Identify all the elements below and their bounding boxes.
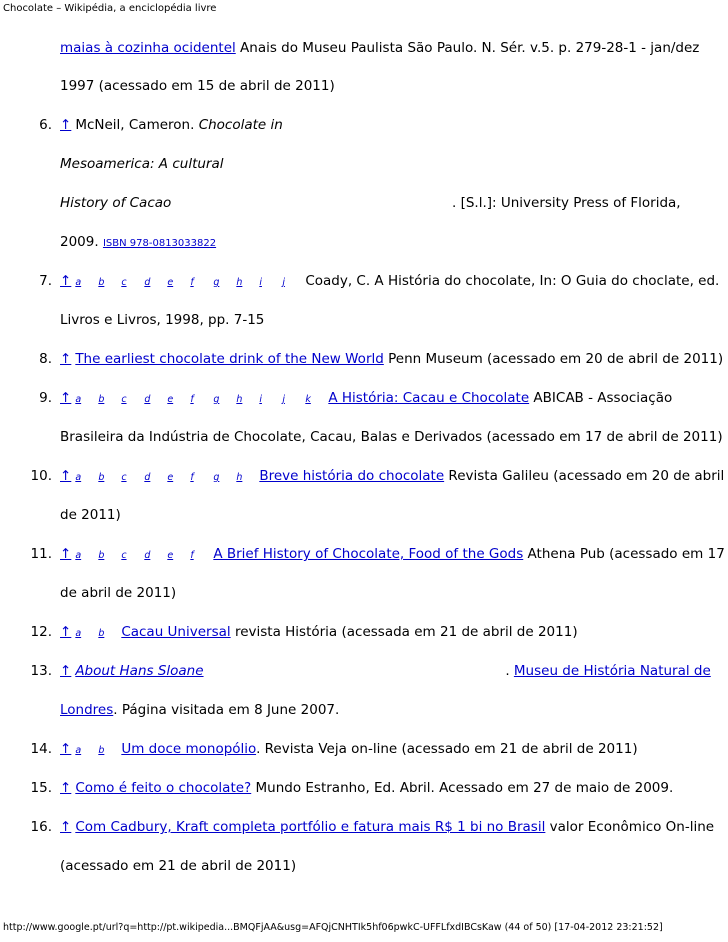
ref-10-text: Revista Galileu (acessado em 20 de abril [444, 468, 725, 484]
ref-8-text: Penn Museum (acessado em 20 de abril de 2011) [383, 351, 724, 367]
ref-8-backlink[interactable]: ↑ [60, 351, 72, 367]
ref-12-backlinks [75, 624, 121, 640]
backlink-letter[interactable]: d [144, 550, 151, 561]
backlink-letter[interactable]: a [75, 745, 82, 756]
ref-15-text: Mundo Estranho, Ed. Abril. Acessado em 27 de maio de 2009. [251, 780, 674, 796]
page-header-title: Chocolate – Wikipédia, a enciclopédia livre [3, 3, 217, 14]
backlink-letter[interactable]: e [167, 394, 174, 405]
backlink-letter[interactable]: f [190, 394, 194, 405]
backlink-letter[interactable]: f [190, 472, 194, 483]
backlink-letter[interactable]: e [167, 472, 174, 483]
ref-9-arrow: ↑ [60, 390, 72, 406]
backlink-letter[interactable]: d [144, 394, 151, 405]
ref-10-arrow: ↑ [60, 468, 72, 484]
ref-15-link[interactable]: Como é feito o chocolate? [75, 780, 252, 796]
backlink-letter[interactable]: c [121, 550, 127, 561]
ref-5-line-1 [60, 40, 699, 56]
ref-9-line-2: Brasileira da Indústria de Chocolate, Cacau, Balas e Derivados (acessado em 17 de abril de 2011) [60, 429, 723, 445]
ref-13-line-1 [60, 663, 711, 679]
ref-8-link[interactable]: The earliest chocolate drink of the New World [75, 351, 384, 367]
backlink-letter[interactable]: d [144, 472, 151, 483]
backlink-letter[interactable]: e [167, 550, 174, 561]
ref-14-arrow: ↑ [60, 741, 72, 757]
ref-10-link[interactable]: Breve história do chocolate [259, 468, 445, 484]
ref-7-arrow: ↑ [60, 273, 72, 289]
backlink-letter[interactable]: d [144, 277, 151, 288]
ref-12-arrow: ↑ [60, 624, 72, 640]
ref-6-backlink[interactable]: ↑ [60, 117, 72, 133]
ref-5-line-2: 1997 (acessado em 15 de abril de 2011) [60, 78, 335, 94]
backlink-letter[interactable]: f [190, 550, 194, 561]
ref-9-number: 9. [39, 390, 52, 406]
backlink-letter[interactable]: a [75, 472, 82, 483]
backlink-letter[interactable]: k [305, 394, 311, 405]
ref-6-title-3: History of Cacao [60, 195, 172, 211]
ref-11-backlinks [75, 546, 213, 562]
ref-14-backlinks [75, 741, 121, 757]
ref-8-number: 8. [39, 351, 52, 367]
backlink-letter[interactable]: e [167, 277, 174, 288]
backlink-letter[interactable]: a [75, 394, 82, 405]
ref-6-line-2 [60, 156, 224, 172]
ref-11-line-1 [60, 546, 725, 564]
ref-16-number: 16. [30, 819, 52, 835]
ref-7-number: 7. [39, 273, 52, 289]
ref-9-link[interactable]: A História: Cacau e Chocolate [328, 390, 530, 406]
ref-15-backlink[interactable]: ↑ [60, 780, 72, 796]
ref-6-line-3 [60, 195, 171, 211]
ref-14-number: 14. [30, 741, 52, 757]
ref-16-link[interactable]: Com Cadbury, Kraft completa portfólio e fatura mais R$ 1 bi no Brasil [75, 819, 546, 835]
ref-6-year: 2009. [60, 234, 103, 250]
ref-15-line-1 [60, 780, 673, 796]
ref-13-link[interactable]: About Hans Sloane [75, 663, 204, 679]
backlink-letter[interactable]: a [75, 628, 82, 639]
backlink-letter[interactable]: b [98, 628, 105, 639]
ref-13-backlink[interactable]: ↑ [60, 663, 72, 679]
ref-14-link[interactable]: Um doce monopólio [121, 741, 257, 757]
backlink-letter[interactable]: j [282, 394, 285, 405]
ref-10-backlinks [75, 468, 259, 484]
backlink-letter[interactable]: h [236, 277, 243, 288]
backlink-letter[interactable]: b [98, 472, 105, 483]
ref-5-link[interactable]: maias à cozinha ocidentel [60, 40, 236, 56]
ref-14-text: . Revista Veja on-line (acessado em 21 de abril de 2011) [256, 741, 638, 757]
ref-11-number: 11. [30, 546, 52, 562]
ref-8-line-1 [60, 351, 723, 367]
ref-5-text: Anais do Museu Paulista São Paulo. N. Sér. v.5. p. 279-28-1 - jan/dez [235, 40, 700, 56]
ref-11-text: Athena Pub (acessado em 17 [523, 546, 725, 562]
ref-9-line-1 [60, 390, 672, 408]
ref-11-line-2: de abril de 2011) [60, 585, 177, 601]
ref-7-line-2: Livros e Livros, 1998, pp. 7-15 [60, 312, 265, 328]
backlink-letter[interactable]: g [213, 394, 220, 405]
ref-6-number: 6. [39, 117, 52, 133]
ref-12-link[interactable]: Cacau Universal [121, 624, 231, 640]
backlink-letter[interactable]: j [282, 277, 285, 288]
ref-15-number: 15. [30, 780, 52, 796]
ref-13-text: . Página visitada em 8 June 2007. [113, 702, 340, 718]
ref-16-text: valor Econômico On-line [545, 819, 715, 835]
ref-6-isbn-link[interactable]: ISBN 978-0813033822 [102, 238, 217, 249]
backlink-letter[interactable]: b [98, 550, 105, 561]
backlink-letter[interactable]: a [75, 277, 82, 288]
backlink-letter[interactable]: b [98, 745, 105, 756]
ref-10-line-1 [60, 468, 724, 486]
backlink-letter[interactable]: b [98, 394, 105, 405]
ref-10-line-2: de 2011) [60, 507, 121, 523]
ref-6-author: McNeil, Cameron. [75, 117, 199, 133]
ref-7-text: Coady, C. A História do chocolate, In: O Guia do choclate, ed. [305, 273, 720, 289]
ref-9-backlinks [75, 390, 328, 406]
ref-14-line-1 [60, 741, 638, 759]
backlink-letter[interactable]: i [259, 394, 262, 405]
backlink-letter[interactable]: i [259, 277, 262, 288]
backlink-letter[interactable]: c [121, 472, 127, 483]
backlink-letter[interactable]: c [121, 277, 127, 288]
ref-11-arrow: ↑ [60, 546, 72, 562]
ref-6-line-4 [60, 234, 216, 252]
ref-16-line-2: (acessado em 21 de abril de 2011) [60, 858, 297, 874]
ref-16-backlink[interactable]: ↑ [60, 819, 72, 835]
ref-10-number: 10. [30, 468, 52, 484]
ref-7-line-1 [60, 273, 719, 291]
ref-12-number: 12. [30, 624, 52, 640]
backlink-letter[interactable]: a [75, 550, 82, 561]
backlink-letter[interactable]: c [121, 394, 127, 405]
ref-16-line-1 [60, 819, 714, 835]
backlink-letter[interactable]: g [213, 277, 220, 288]
ref-12-line-1 [60, 624, 578, 642]
ref-7-backlinks [75, 273, 305, 289]
ref-12-text: revista História (acessada em 21 de abril de 2011) [230, 624, 578, 640]
ref-9-text: ABICAB - Associação [529, 390, 673, 406]
ref-6-title-1: Chocolate in [198, 117, 283, 133]
backlink-letter[interactable]: f [190, 277, 194, 288]
backlink-letter[interactable]: h [236, 394, 243, 405]
backlink-letter[interactable]: g [213, 472, 220, 483]
ref-11-link[interactable]: A Brief History of Chocolate, Food of the Gods [213, 546, 524, 562]
page-footer-url: http://www.google.pt/url?q=http://pt.wikipedia...BMQFjAA&usg=AFQjCNHTIk5hf06pwkC-UFFLfxdIBCsKaw (44 of 50) [17-04-2012 23:21:52] [3, 922, 663, 933]
ref-6-line-1 [60, 117, 283, 133]
backlink-letter[interactable]: b [98, 277, 105, 288]
ref-6-publisher: . [S.l.]: University Press of Florida, [452, 195, 681, 211]
ref-13-link-2b[interactable]: Londres [60, 702, 114, 718]
ref-6-title-2: Mesoamerica: A cultural [60, 156, 224, 172]
ref-13-link-2a[interactable]: Museu de História Natural de [513, 663, 711, 679]
backlink-letter[interactable]: h [236, 472, 243, 483]
ref-13-line-2 [60, 702, 339, 718]
ref-13-number: 13. [30, 663, 52, 679]
ref-13-dot: . [505, 663, 514, 679]
